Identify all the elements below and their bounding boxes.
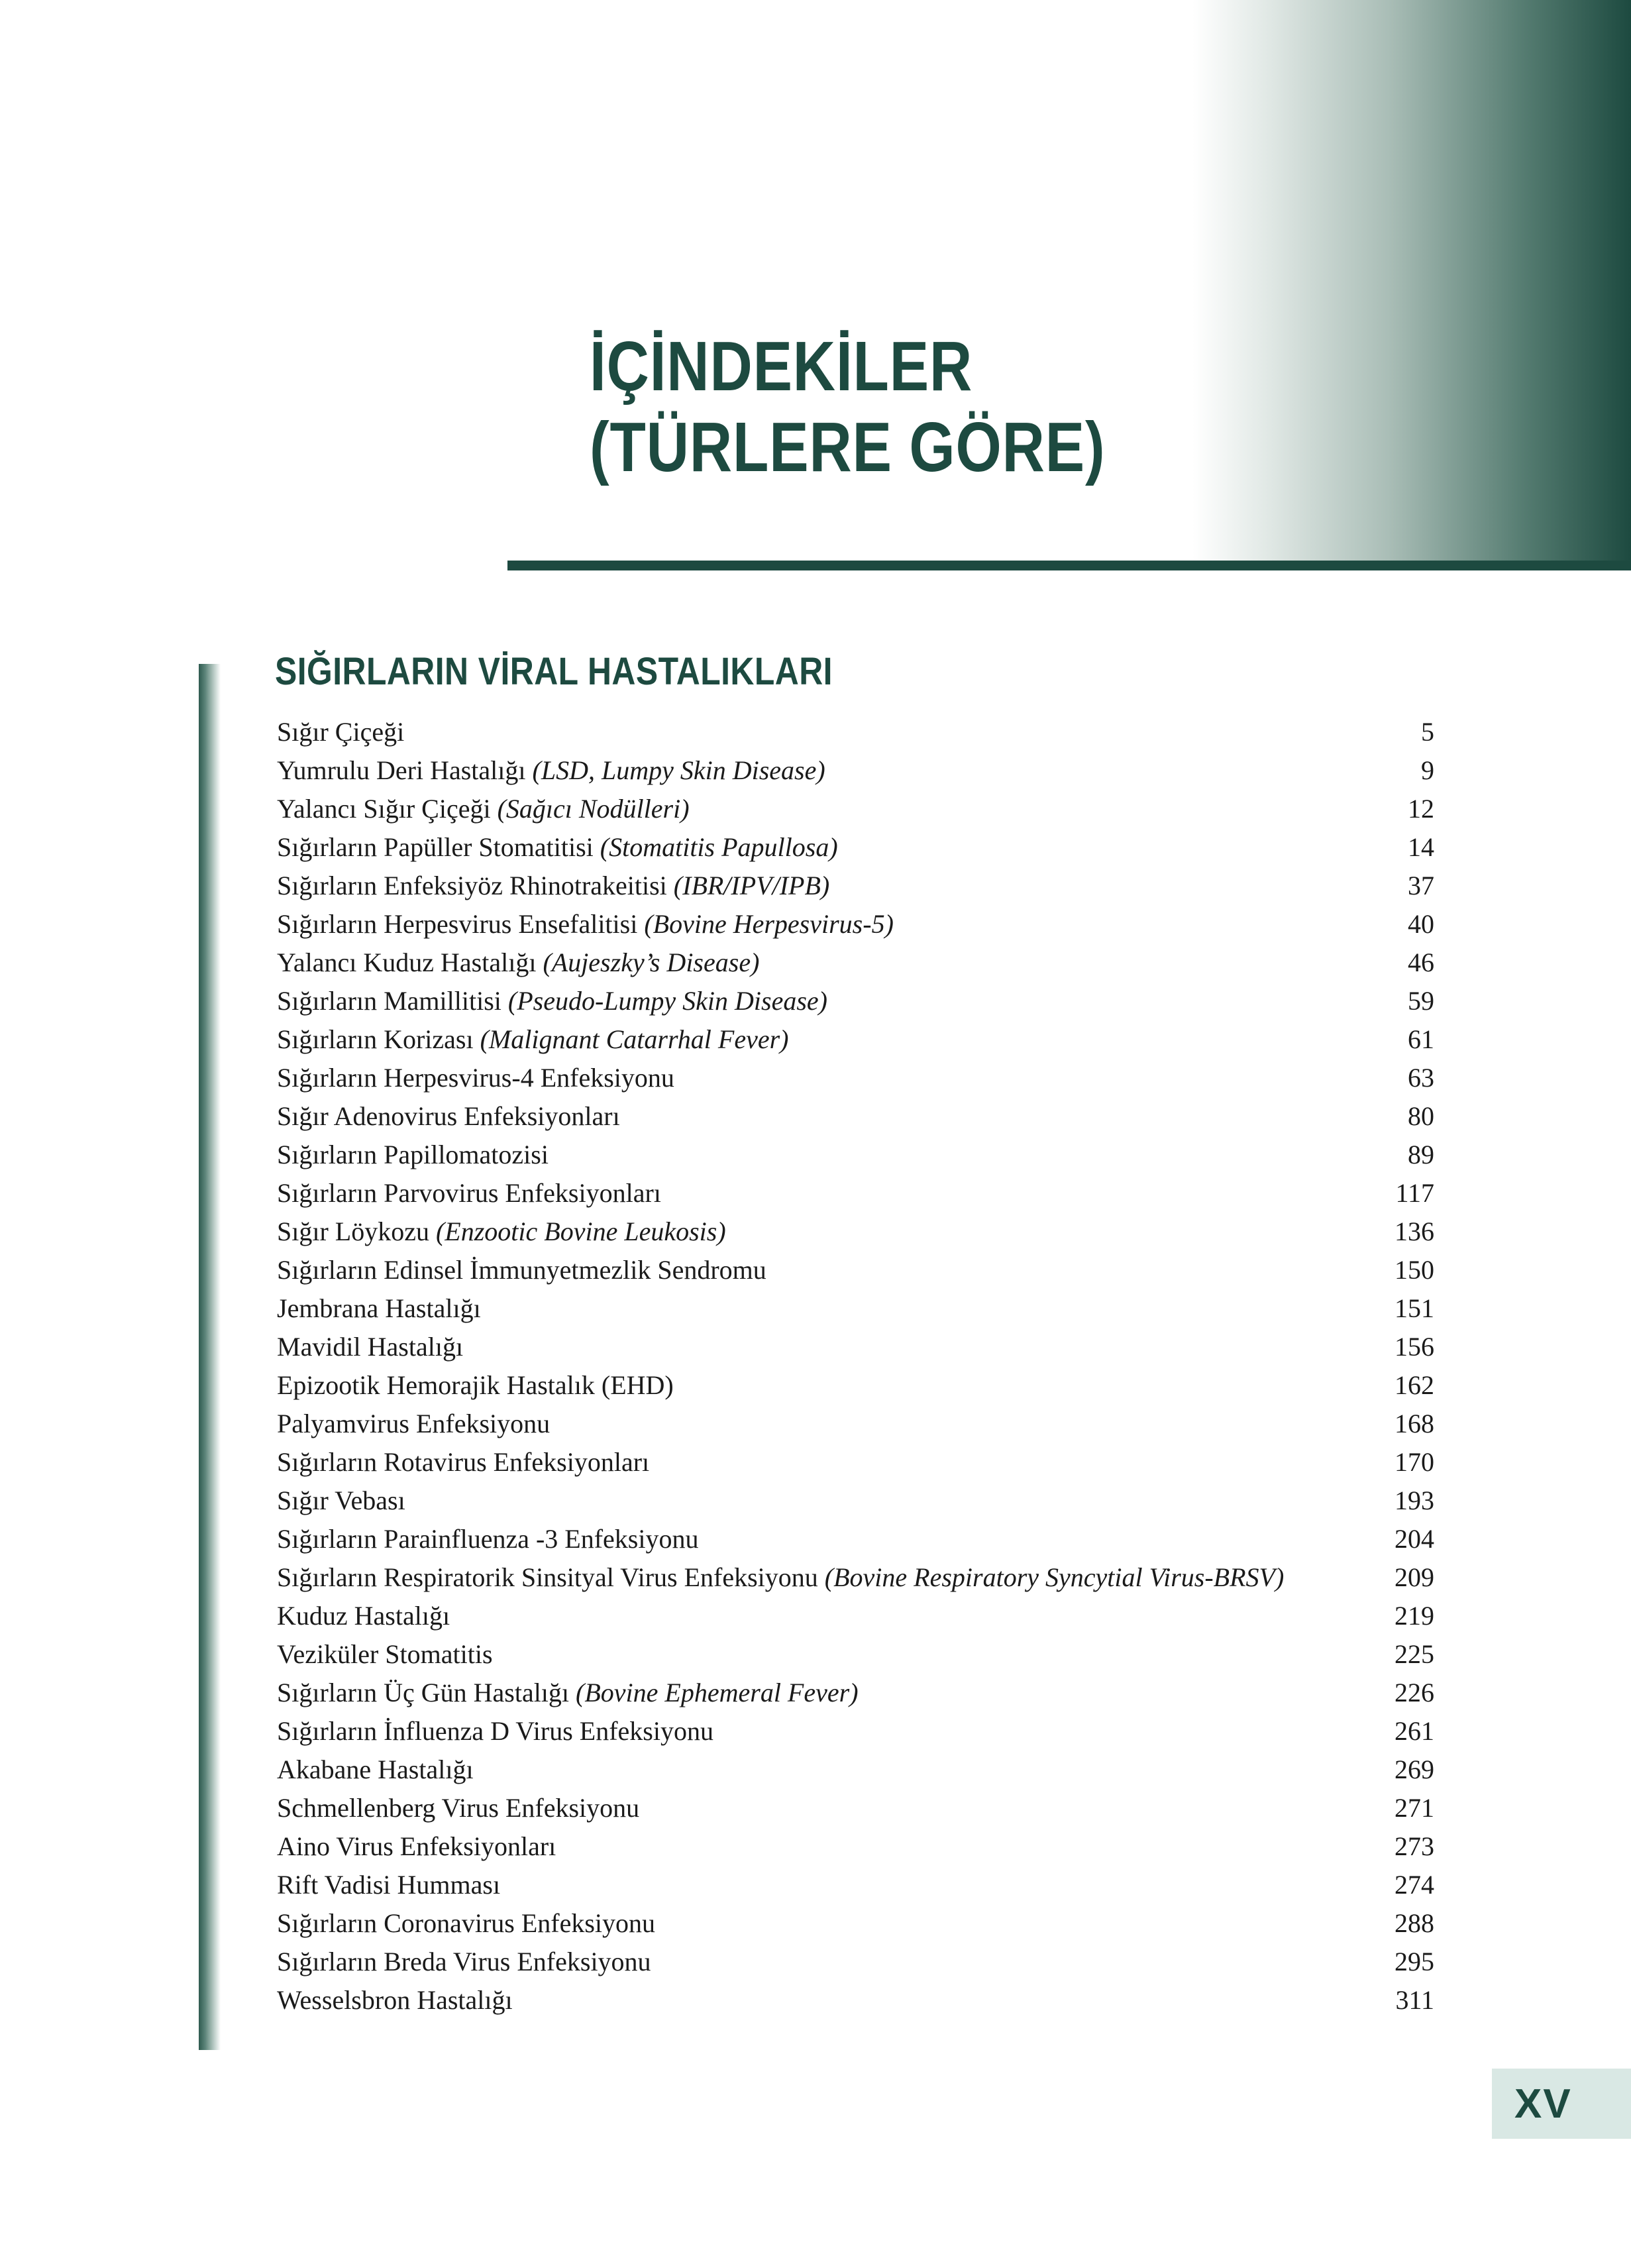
- toc-entry-subtitle-italic: (Malignant Catarrhal Fever): [480, 1024, 789, 1054]
- toc-row: [277, 790, 1434, 828]
- toc-entry-name: Sığırların Respiratorik Sinsityal Virus Enfeksiyonu (Bovine Respiratory Syncytial Virus-BRSV): [277, 1562, 1285, 1592]
- toc-entry-name: Sığırların Edinsel İmmunyetmezlik Sendromu: [277, 1255, 766, 1285]
- toc-entry-name: Sığırların Herpesvirus-4 Enfeksiyonu: [277, 1063, 674, 1093]
- toc-entry-page: 295: [1394, 1947, 1434, 1976]
- toc-row: [277, 1097, 1434, 1136]
- toc-entry-name: Wesselsbron Hastalığı: [277, 1985, 513, 2015]
- toc-entry-name: Sığır Vebası: [277, 1485, 405, 1515]
- toc-entry-name: Sığır Çiçeği: [277, 717, 405, 747]
- toc-entry-page: 12: [1408, 794, 1434, 824]
- toc-entry-name: Sığırların Herpesvirus Ensefalitisi (Bovine Herpesvirus-5): [277, 909, 894, 939]
- toc-entry-page: 219: [1394, 1601, 1434, 1631]
- toc-entry-name: Sığırların Parainfluenza -3 Enfeksiyonu: [277, 1524, 699, 1554]
- toc-entry-name: Akabane Hastalığı: [277, 1755, 474, 1784]
- toc-entry-page: 46: [1408, 947, 1434, 977]
- toc-row: [277, 944, 1434, 982]
- toc-row: [277, 982, 1434, 1020]
- toc-entry-subtitle-italic: (Enzootic Bovine Leukosis): [435, 1216, 726, 1246]
- page-title-line1: İÇİNDEKİLER: [590, 327, 973, 405]
- toc-entry-page: 168: [1394, 1409, 1434, 1438]
- toc-entry-subtitle-italic: (Bovine Herpesvirus-5): [644, 909, 894, 939]
- toc-row: [277, 1827, 1434, 1866]
- toc-entry-name: Sığırların Parvovirus Enfeksiyonları: [277, 1178, 661, 1208]
- toc-row: [277, 1558, 1434, 1597]
- toc-entry-name: Schmellenberg Virus Enfeksiyonu: [277, 1793, 640, 1823]
- toc-entry-page: 150: [1394, 1255, 1434, 1285]
- toc-row: [277, 1712, 1434, 1751]
- toc-entry-page: 225: [1394, 1639, 1434, 1669]
- toc-entry-page: 80: [1408, 1101, 1434, 1131]
- page-number: XV: [1514, 2080, 1572, 2127]
- toc-entry-page: 162: [1394, 1370, 1434, 1400]
- toc-row: [277, 1020, 1434, 1059]
- toc-entry-page: 61: [1408, 1024, 1434, 1054]
- toc-entry-name: Sığırların Papüller Stomatitisi (Stomatitis Papullosa): [277, 832, 838, 862]
- toc-row: [277, 828, 1434, 867]
- page-title: [590, 326, 1105, 488]
- toc-row: [277, 1059, 1434, 1097]
- toc-row: [277, 1520, 1434, 1558]
- toc-entry-page: 226: [1394, 1678, 1434, 1707]
- toc-row: [277, 1751, 1434, 1789]
- toc-entry-page: 170: [1394, 1447, 1434, 1477]
- toc-entry-page: 193: [1394, 1485, 1434, 1515]
- toc-entry-name: Aino Virus Enfeksiyonları: [277, 1831, 556, 1861]
- toc-entry-name: Sığırların Üç Gün Hastalığı (Bovine Ephemeral Fever): [277, 1678, 859, 1707]
- toc-entry-page: 14: [1408, 832, 1434, 862]
- toc-entry-subtitle-italic: (Aujeszky’s Disease): [543, 947, 760, 977]
- toc-entry-page: 59: [1408, 986, 1434, 1016]
- toc-row: [277, 1443, 1434, 1482]
- toc-entry-name: Yalancı Sığır Çiçeği (Sağıcı Nodülleri): [277, 794, 690, 824]
- toc-entry-page: 40: [1408, 909, 1434, 939]
- toc-row: [277, 867, 1434, 905]
- toc-entry-name: Mavidil Hastalığı: [277, 1332, 464, 1362]
- toc-entry-subtitle-italic: (IBR/IPV/IPB): [673, 871, 830, 900]
- toc-row: [277, 1174, 1434, 1213]
- toc-row: [277, 1136, 1434, 1174]
- toc-entry-subtitle-italic: (Bovine Respiratory Syncytial Virus-BRSV): [824, 1562, 1285, 1592]
- page-title-line2: (TÜRLERE GÖRE): [590, 408, 1106, 486]
- toc-entry-page: 274: [1394, 1870, 1434, 1900]
- toc-entry-page: 5: [1421, 717, 1434, 747]
- toc-entry-subtitle-italic: (Pseudo-Lumpy Skin Disease): [507, 986, 827, 1016]
- toc-entry-page: 156: [1394, 1332, 1434, 1362]
- toc-entry-subtitle-italic: (Bovine Ephemeral Fever): [576, 1678, 859, 1707]
- toc-entry-page: 89: [1408, 1140, 1434, 1169]
- toc-entry-name: Sığırların Coronavirus Enfeksiyonu: [277, 1908, 656, 1938]
- toc-row: [277, 1635, 1434, 1674]
- toc-entry-name: Sığırların Korizası (Malignant Catarrhal Fever): [277, 1024, 789, 1054]
- toc-list: [277, 713, 1434, 2020]
- toc-entry-page: 9: [1421, 755, 1434, 785]
- toc-entry-page: 117: [1395, 1178, 1434, 1208]
- toc-row: [277, 1674, 1434, 1712]
- toc-row: [277, 1981, 1434, 2020]
- toc-row: [277, 1789, 1434, 1827]
- toc-entry-subtitle-italic: (Stomatitis Papullosa): [600, 832, 838, 862]
- toc-row: [277, 1213, 1434, 1251]
- toc-entry-name: Sığır Adenovirus Enfeksiyonları: [277, 1101, 620, 1131]
- toc-row: [277, 1866, 1434, 1904]
- toc-entry-page: 136: [1394, 1216, 1434, 1246]
- toc-entry-name: Sığırların Enfeksiyöz Rhinotrakeitisi (IBR/IPV/IPB): [277, 871, 830, 900]
- toc-entry-page: 288: [1394, 1908, 1434, 1938]
- toc-row: [277, 1251, 1434, 1289]
- toc-row: [277, 1289, 1434, 1328]
- toc-entry-name: Sığır Löykozu (Enzootic Bovine Leukosis): [277, 1216, 726, 1246]
- toc-row: [277, 1597, 1434, 1635]
- toc-entry-page: 269: [1394, 1755, 1434, 1784]
- toc-row: [277, 751, 1434, 790]
- toc-entry-page: 271: [1394, 1793, 1434, 1823]
- toc-entry-name: Kuduz Hastalığı: [277, 1601, 450, 1631]
- toc-entry-page: 261: [1394, 1716, 1434, 1746]
- toc-entry-name: Jembrana Hastalığı: [277, 1293, 481, 1323]
- toc-row: [277, 1904, 1434, 1943]
- toc-entry-name: Sığırların İnfluenza D Virus Enfeksiyonu: [277, 1716, 713, 1746]
- toc-entry-page: 209: [1394, 1562, 1434, 1592]
- toc-row: [277, 1366, 1434, 1405]
- section-heading: SIĞIRLARIN VİRAL HASTALIKLARI: [275, 650, 833, 693]
- toc-entry-page: 273: [1394, 1831, 1434, 1861]
- toc-row: [277, 1482, 1434, 1520]
- toc-entry-name: Rift Vadisi Humması: [277, 1870, 501, 1900]
- page-number-box: [1492, 2069, 1631, 2139]
- toc-entry-name: Sığırların Mamillitisi (Pseudo-Lumpy Skin Disease): [277, 986, 827, 1016]
- toc-entry-page: 311: [1395, 1985, 1434, 2015]
- toc-entry-name: Veziküler Stomatitis: [277, 1639, 493, 1669]
- toc-row: [277, 1405, 1434, 1443]
- toc-row: [277, 1328, 1434, 1366]
- toc-entry-name: Yumrulu Deri Hastalığı (LSD, Lumpy Skin Disease): [277, 755, 825, 785]
- toc-entry-subtitle-italic: (LSD, Lumpy Skin Disease): [532, 755, 825, 785]
- title-rule: [507, 561, 1631, 570]
- toc-entry-name: Sığırların Rotavirus Enfeksiyonları: [277, 1447, 650, 1477]
- toc-entry-name: Yalancı Kuduz Hastalığı (Aujeszky’s Disease): [277, 947, 760, 977]
- toc-entry-page: 204: [1394, 1524, 1434, 1554]
- toc-entry-name: Epizootik Hemorajik Hastalık (EHD): [277, 1370, 674, 1400]
- section-accent-bar: [199, 664, 221, 2050]
- toc-entry-name: Sığırların Papillomatozisi: [277, 1140, 549, 1169]
- toc-entry-page: 63: [1408, 1063, 1434, 1093]
- toc-entry-subtitle-italic: (Sağıcı Nodülleri): [497, 794, 690, 824]
- top-right-gradient-banner: [1192, 0, 1631, 561]
- toc-row: [277, 905, 1434, 944]
- toc-entry-page: 37: [1408, 871, 1434, 900]
- toc-row: [277, 1943, 1434, 1981]
- toc-entry-page: 151: [1394, 1293, 1434, 1323]
- toc-row: [277, 713, 1434, 751]
- toc-entry-name: Sığırların Breda Virus Enfeksiyonu: [277, 1947, 651, 1976]
- toc-entry-name: Palyamvirus Enfeksiyonu: [277, 1409, 551, 1438]
